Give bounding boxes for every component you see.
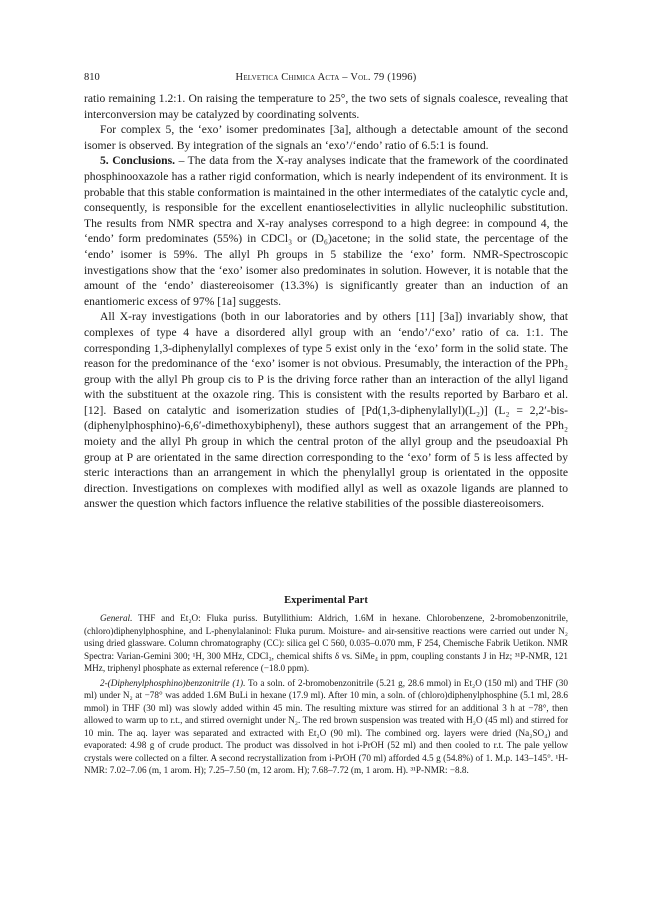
experimental-heading: Experimental Part	[284, 595, 368, 606]
paragraph-continued: ratio remaining 1.2:1. On raising the temperature to 25°, the two sets of signals coalesce, revealing that interconversion may be catalyzed by coordinating solvents.	[84, 92, 568, 121]
main-text	[84, 91, 568, 512]
conclusions-text: – The data from the X-ray analyses indicate that the framework of the coordinated phosphinooxazole has a rather rigid conformation, which is nearly independent of its environment. It is probable that this stable conformation is maintained in the other intermediates of the catalytic cycle and, consequently, is responsible for the excellent enantioselectivities in allylic nucleophilic substitution. The results from NMR spectra and X-ray analyses correspond to a high degree: in compound 4, the ‘endo’ form predominates (55%) in CDCl₃ or (D₆)acetone; in the solid state, the percentage of the ‘endo’ isomer is 59%. The allyl Ph groups in 5 stabilize the ‘exo’ form. NMR-Spectroscopic investigations show that the ‘exo’ isomer also predominates in solution. However, it is notable that the amount of the ‘endo’ diastereoisomer (13.3%) is significantly greater than an induction of an enantiomeric excess of 97% [1a] suggests.	[84, 154, 568, 308]
page-header	[84, 71, 568, 85]
general-heading: General.	[100, 613, 133, 623]
paragraph-compound-1	[84, 677, 568, 777]
paragraph-complex-5: For complex 5, the ‘exo’ isomer predominates [3a], although a detectable amount of the second isomer is observed. By integration of the signals an ‘exo’/‘endo’ ratio of 6.5:1 is found.	[84, 123, 568, 152]
paragraph-general	[84, 612, 568, 675]
running-title: Helvetica Chimica Acta – Vol. 79 (1996)	[235, 72, 417, 83]
general-text: THF and Et₂O: Fluka puriss. Butyllithium: Aldrich, 1.6M in hexane. Chlorobenzene, 2-bromobenzonitrile, (chloro)diphenylphosphine, and L-phenylalaninol: Fluka purum. Moisture- and air-sensitive reactions were carried out under N₂ using dried glassware. Column chromatography (CC): silica gel C 560, 0.035–0.070 mm, F 254, Chemische Fabrik Uetikon. NMR Spectra: Varian-Gemini 300; ¹H, 300 MHz, CDCl₃, chemical shifts δ vs. SiMe₄ in ppm, coupling constants J in Hz; ³¹P-NMR, 121 MHz, triphenyl phosphate as external reference (−18.0 ppm).	[84, 613, 568, 673]
paragraph-conclusions	[84, 153, 568, 309]
experimental-section	[84, 612, 568, 777]
compound-heading: 2-(Diphenylphosphino)benzonitrile (1).	[100, 677, 246, 688]
section-heading-conclusions: 5. Conclusions.	[100, 154, 176, 168]
compound-text: To a soln. of 2-bromobenzonitrile (5.21 g, 28.6 mmol) in Et₂O (150 ml) and THF (30 ml) under N₂ at −78° was added 1.6M BuLi in hexane (17.9 ml). After 10 min, a soln. of (chloro)diphenylphosphine (5.1 ml, 28.6 mmol) in THF (30 ml) was slowly added within 45 min. The resulting mixture was stirred for an additional 3 h at −78°, then allowed to warm up to r.t., and stirred overnight under N₂. The red brown suspension was treated with H₂O (45 ml) and stirred for 10 min. The aq. layer was separated and extracted with Et₂O (90 ml). The combined org. layers were dried (Na₂SO₄) and evaporated: 4.98 g of crude product. The product was dissolved in hot i-PrOH (52 ml) and then cooled to r.t. The pale yellow crystals were collected on a filter. A second recrystallization from i-PrOH (70 ml) afforded 4.5 g (54.8%) of 1. M.p. 143–145°. ¹H-NMR: 7.02–7.06 (m, 1 arom. H); 7.25–7.50 (m, 12 arom. H); 7.68–7.72 (m, 1 arom. H). ³¹P-NMR: −8.8.	[84, 677, 568, 775]
paragraph-xray: All X-ray investigations (both in our laboratories and by others [11] [3a]) invariably show, that complexes of type 4 have a disordered allyl group with an ‘endo’/‘exo’ ratio of ca. 1:1. The corresponding 1,3-diphenylallyl complexes of type 5 exist only in the ‘exo’ form in the solid state. The reason for the predominance of the ‘exo’ isomer is not obvious. Presumably, the interaction of the PPh₂ group with the allyl Ph group cis to P is the driving force rather than an interaction of the allyl ligand with the substituent at the oxazole ring. This is consistent with the results reported by Barbaro et al. [12]. Based on catalytic and isomerization studies of [Pd(1,3-diphenylallyl)(L₂)] (L₂ = 2,2′-bis-(diphenylphosphino)-6,6′-dimethoxybiphenyl), these authors suggest that an arrangement of the PPh₂ moiety and the allyl Ph group in which the central proton of the allyl group and the pseudoaxial Ph group at P are orientated in the same direction corresponding to the ‘exo’ form of 5 is less affected by steric interactions than an arrangement in which the phenylallyl group is orientated in the opposite direction. Investigations on complexes with modified allyl as well as oxazole ligands are planned to answer the question which factors influence the relative stabilities of the possible diastereoisomers.	[84, 310, 568, 511]
page-number: 810	[84, 72, 100, 83]
